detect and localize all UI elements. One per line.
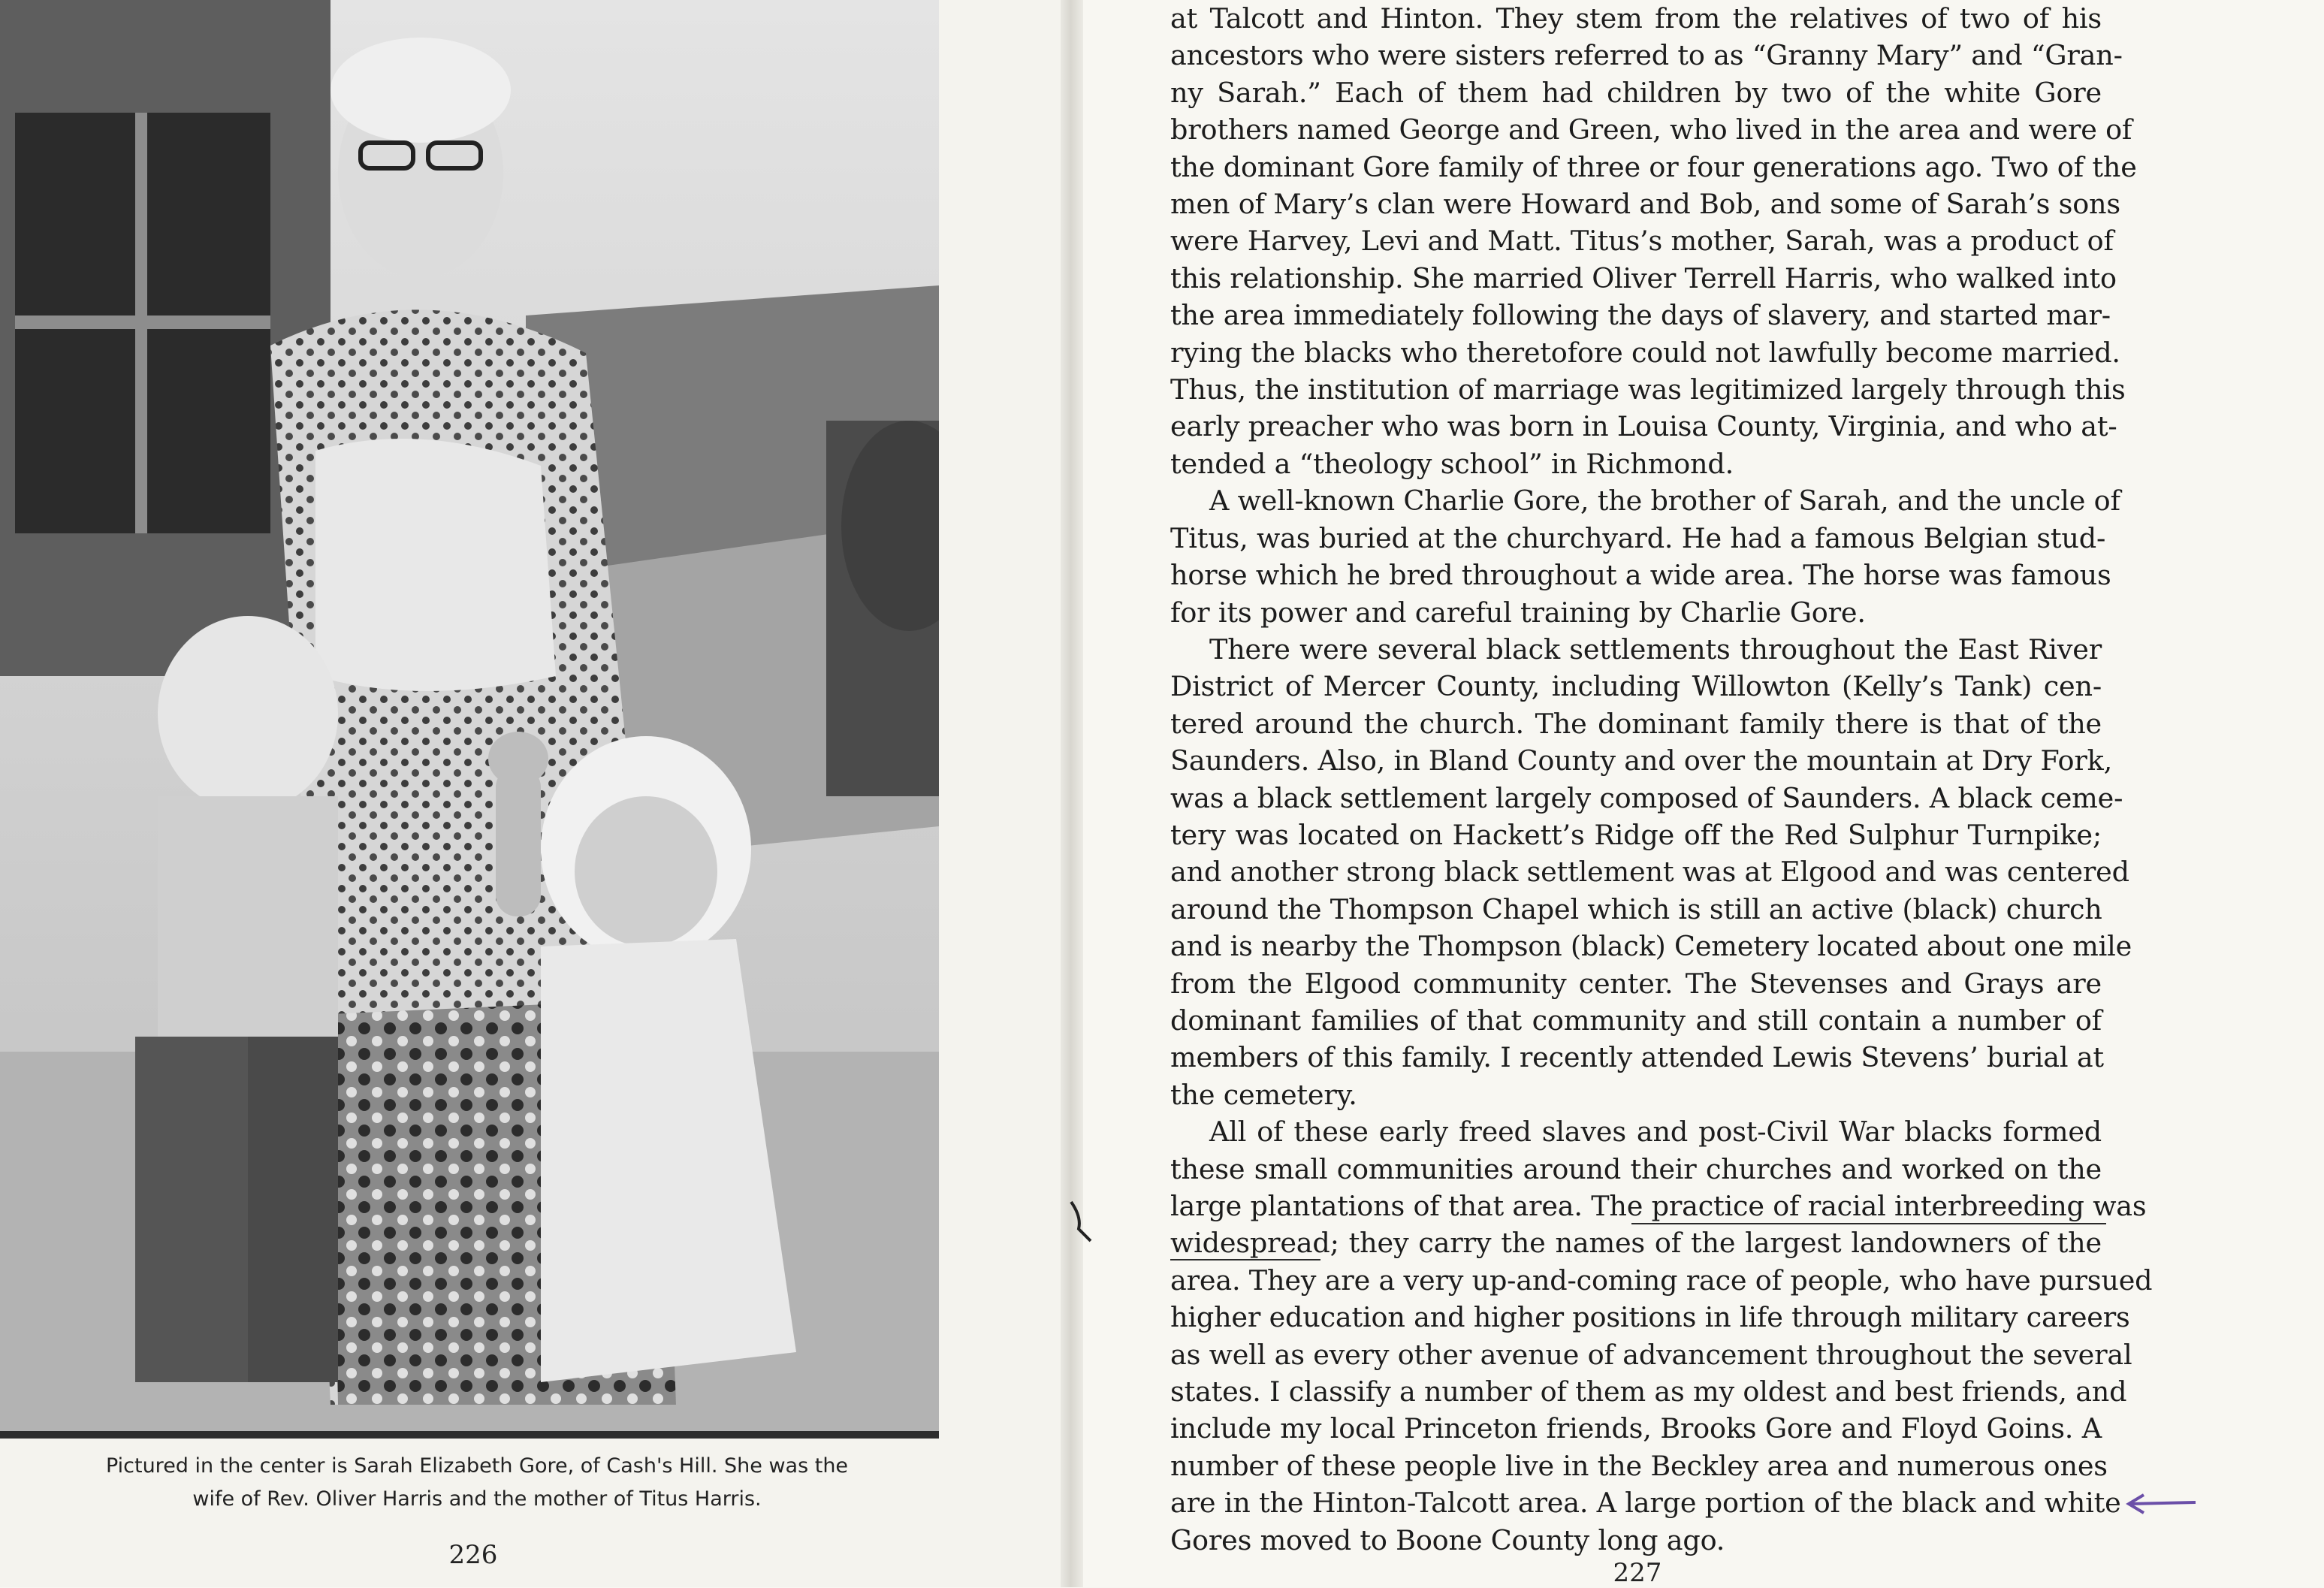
text-line: tery was located on Hackett’s Ridge off the Red Sulphur Turnpike; [1170, 818, 2102, 851]
text-line: for its power and careful training by Charlie Gore. [1170, 596, 1866, 629]
text-line: Thus, the institution of marriage was legitimized largely through this [1170, 373, 2126, 406]
text-line: at Talcott and Hinton. They stem from the relatives of two of his [1170, 2, 2102, 35]
text-line: from the Elgood community center. The Stevenses and Grays are [1170, 967, 2102, 1000]
text-line: Saunders. Also, in Bland County and over the mountain at Dry Fork, [1170, 744, 2113, 777]
text-line: number of these people live in the Beckley area and numerous ones [1170, 1449, 2108, 1482]
text-line: this relationship. She married Oliver Terrell Harris, who walked into [1170, 261, 2117, 294]
text-line: higher education and higher positions in life through military careers [1170, 1301, 2130, 1334]
photograph [0, 0, 939, 1439]
text-line: horse which he bred throughout a wide area. The horse was famous [1170, 559, 2111, 592]
photo-illustration [0, 0, 939, 1439]
text-line: District of Mercer County, including Willowton (Kelly’s Tank) cen- [1170, 670, 2102, 703]
paragraph-2 [1170, 482, 2120, 631]
body-text [1170, 0, 2153, 1559]
text-line: ny Sarah.” Each of them had children by two of the white Gore [1170, 76, 2102, 109]
book-gutter [1061, 0, 1083, 1587]
text-line: tered around the church. The dominant family there is that of the [1170, 707, 2102, 740]
text-line: men of Mary’s clan were Howard and Bob, and some of Sarah’s sons [1170, 188, 2120, 221]
text-line: and another strong black settlement was at Elgood and was centered [1170, 856, 2129, 889]
underline-annotation [1631, 1223, 2106, 1224]
text-line: the area immediately following the days of slavery, and started mar- [1170, 299, 2111, 332]
text-line: include my local Princeton friends, Brooks Gore and Floyd Goins. A [1170, 1412, 2102, 1445]
text-line: are in the Hinton-Talcott area. A large portion of the black and white [1170, 1487, 2121, 1520]
paragraph-4 [1170, 1113, 2153, 1559]
text-line: as well as every other avenue of advancement throughout the several [1170, 1338, 2132, 1371]
text-line: states. I classify a number of them as my oldest and best friends, and [1170, 1375, 2127, 1408]
text-line: Gores moved to Boone County long ago. [1170, 1523, 1725, 1556]
text-line: widespread; they carry the names of the largest landowners of the [1170, 1227, 2102, 1260]
text-line: early preacher who was born in Louisa County, Virginia, and who at- [1170, 410, 2117, 443]
text-line: were Harvey, Levi and Matt. Titus’s mother, Sarah, was a product of [1170, 225, 2114, 258]
underline-annotation [1170, 1259, 1320, 1260]
photo-caption [23, 1450, 931, 1516]
text-line: A well-known Charlie Gore, the brother of Sarah, and the uncle of [1209, 485, 2120, 518]
text-line: around the Thompson Chapel which is still an active (black) church [1170, 892, 2102, 925]
caption-line-2: wife of Rev. Oliver Harris and the mother of Titus Harris. [192, 1487, 762, 1511]
caption-line-1: Pictured in the center is Sarah Elizabeth Gore, of Cash's Hill. She was the [105, 1454, 849, 1478]
page-number-left: 226 [448, 1540, 498, 1570]
text-line: the cemetery. [1170, 1078, 1357, 1111]
text-line: ancestors who were sisters referred to as “Granny Mary” and “Gran- [1170, 39, 2123, 72]
arrow-annotation-icon [2124, 1489, 2199, 1519]
text-line: and is nearby the Thompson (black) Cemetery located about one mile [1170, 930, 2132, 963]
text-line: Titus, was buried at the churchyard. He had a famous Belgian stud- [1170, 521, 2106, 554]
text-line: area. They are a very up-and-coming race of people, who have pursued [1170, 1263, 2153, 1297]
margin-mark-icon [1068, 1199, 1098, 1244]
paragraph-1 [1170, 0, 2137, 482]
page-number-right: 227 [1613, 1558, 1662, 1588]
text-line: these small communities around their churches and worked on the [1170, 1152, 2102, 1185]
text-line: the dominant Gore family of three or four generations ago. Two of the [1170, 150, 2137, 183]
text-line: rying the blacks who theretofore could not lawfully become married. [1170, 336, 2120, 369]
text-line: dominant families of that community and still contain a number of [1170, 1004, 2102, 1037]
text-line: members of this family. I recently attended Lewis Stevens’ burial at [1170, 1041, 2104, 1074]
text-line: All of these early freed slaves and post-Civil War blacks formed [1209, 1116, 2102, 1149]
text-line: was a black settlement largely composed of Saunders. A black ceme- [1170, 781, 2123, 814]
text-line: There were several black settlements throughout the East River [1209, 632, 2102, 666]
left-page [0, 0, 1061, 1587]
text-line: brothers named George and Green, who lived in the area and were of [1170, 113, 2132, 146]
text-line: large plantations of that area. The practice of racial interbreeding was [1170, 1190, 2147, 1222]
paragraph-3 [1170, 631, 2132, 1113]
text-line: tended a “theology school” in Richmond. [1170, 447, 1734, 480]
